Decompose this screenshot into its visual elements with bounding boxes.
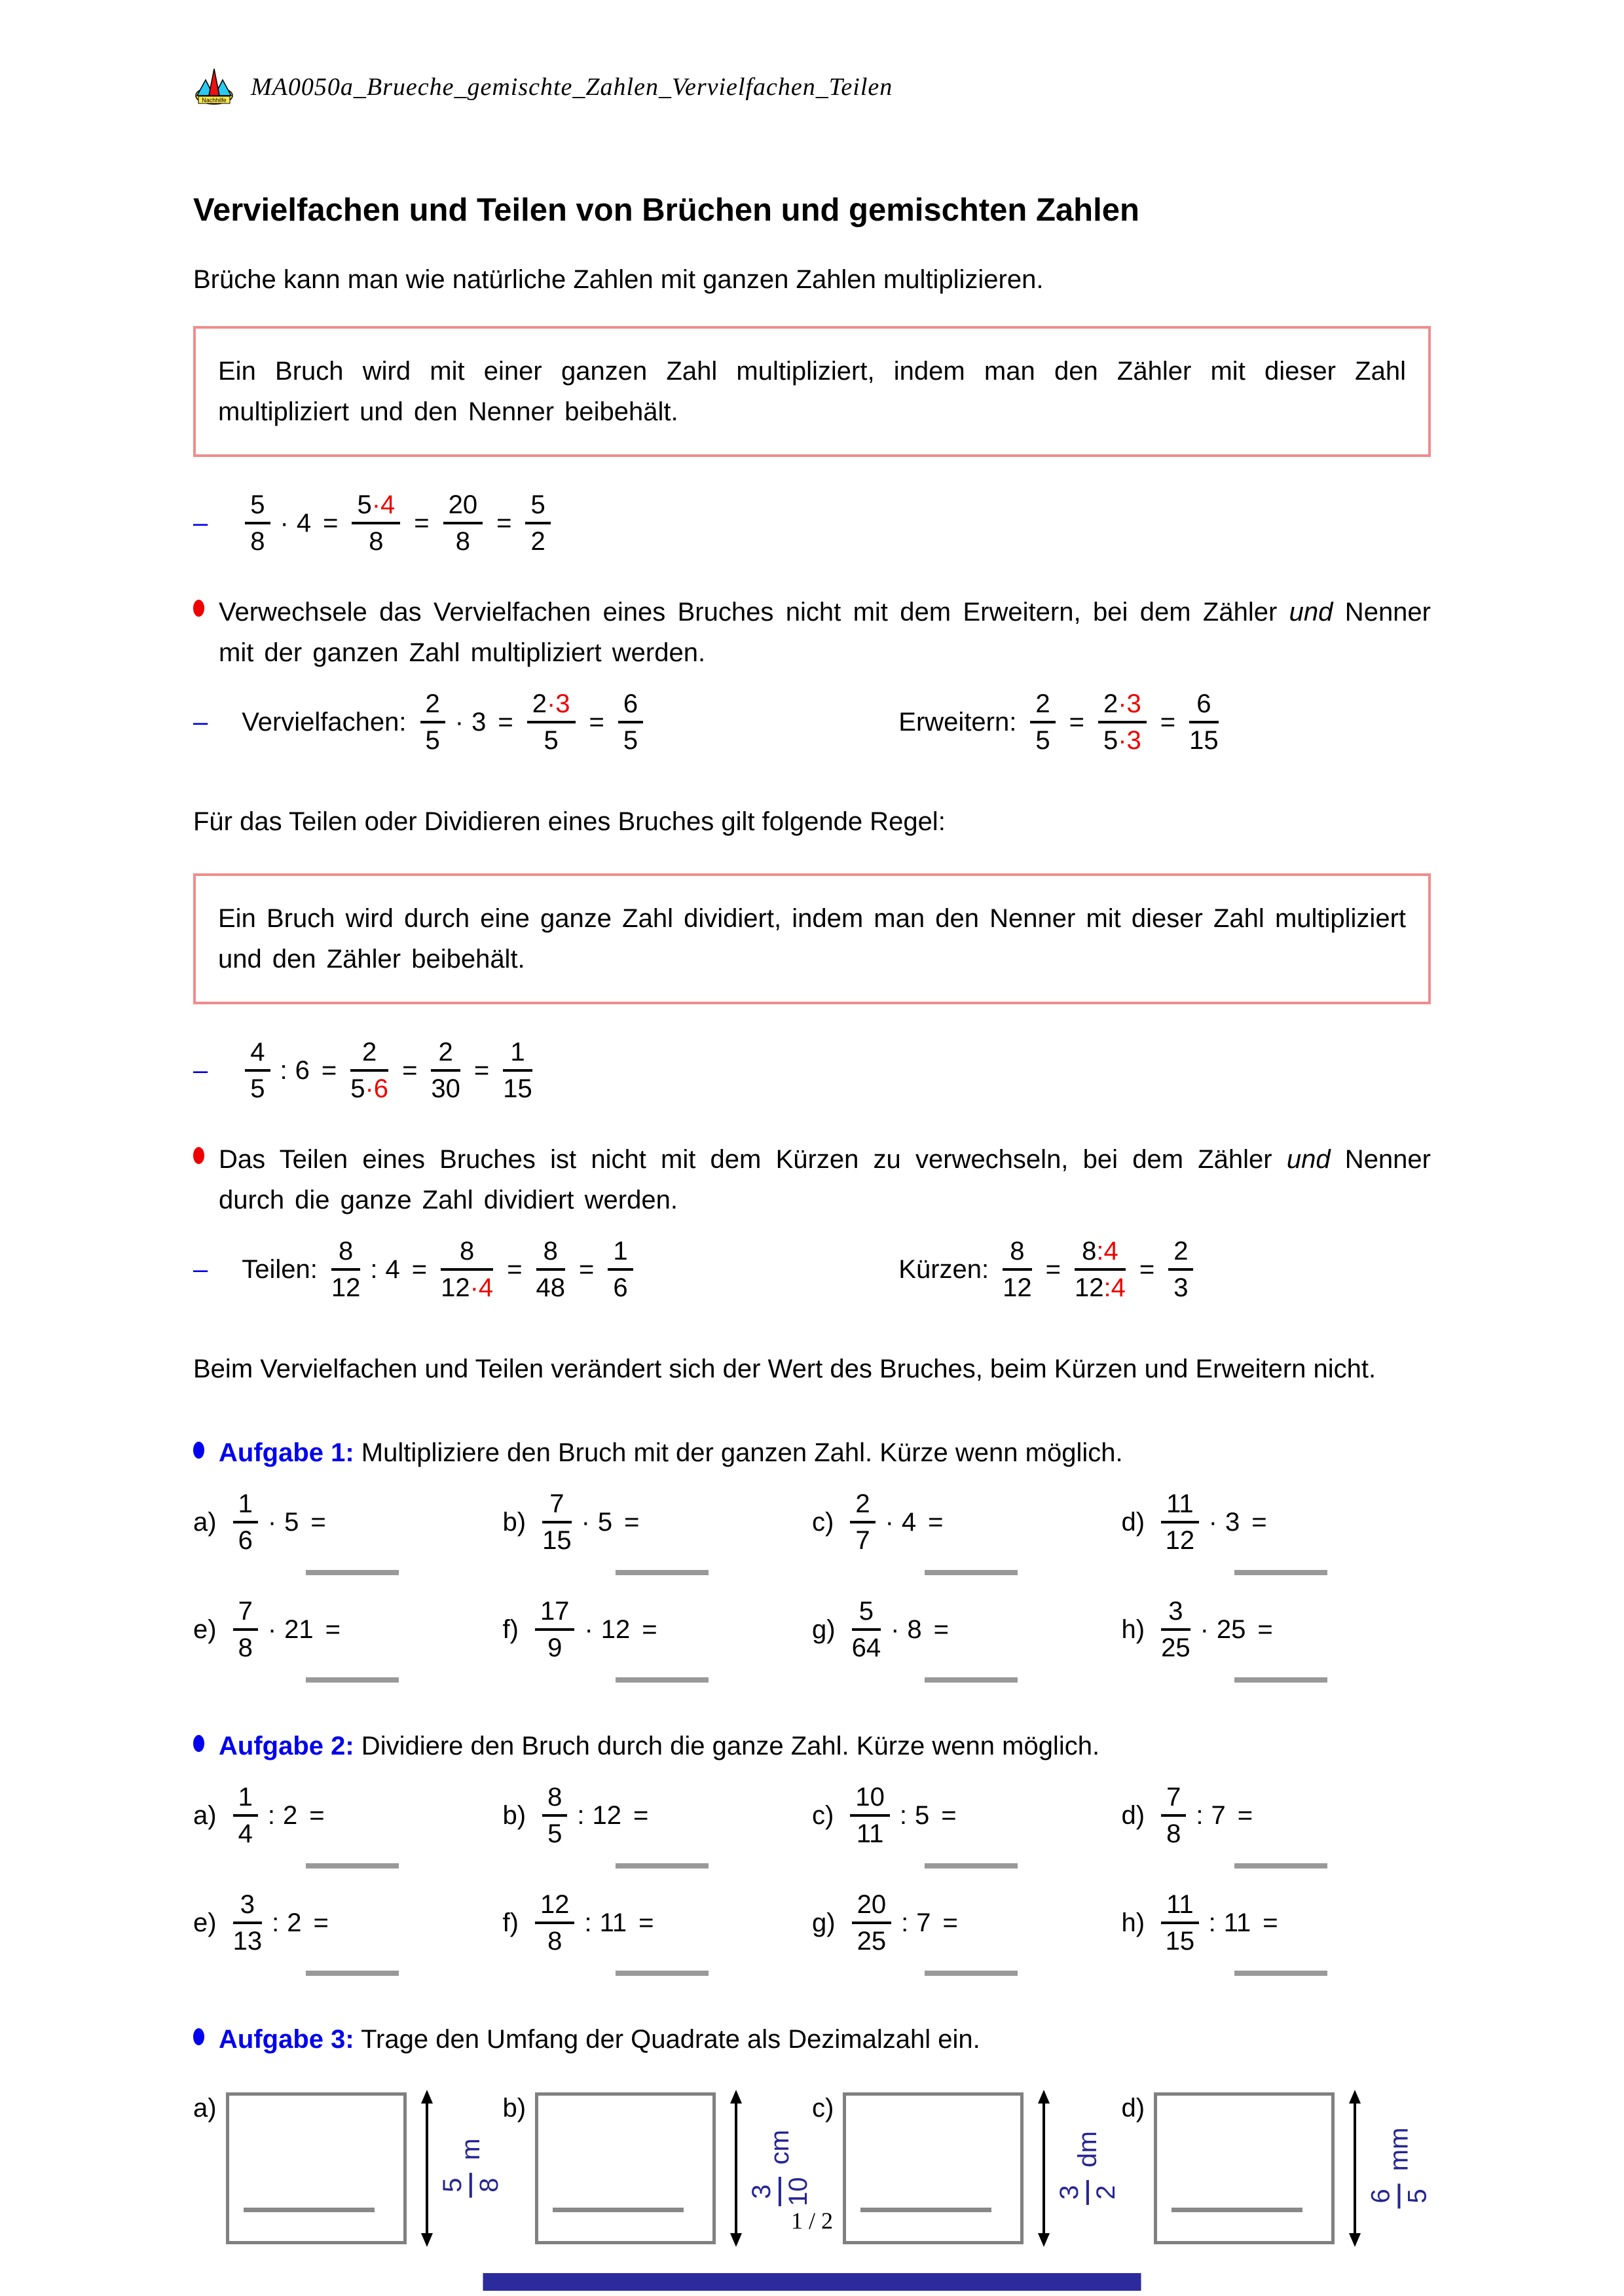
page-title: Vervielfachen und Teilen von Brüchen und gemischten Zahlen <box>193 192 1139 228</box>
fraction: $\frac{6}{5}$ <box>618 690 643 754</box>
task-expression <box>193 1597 503 1662</box>
text-segment: Nenner durch die ganze Zahl dividiert werden. <box>219 1145 1431 1214</box>
fraction: $\frac{7}{8}$ <box>233 1597 258 1662</box>
dimension-unit: mm <box>1384 2127 1413 2172</box>
example-formula-multiply <box>193 491 1431 555</box>
equals-sign: = <box>933 1614 950 1644</box>
note-divide-text <box>219 1139 1431 1220</box>
rule-box-multiply <box>193 326 1431 457</box>
page-header <box>0 0 1624 108</box>
task1-grid <box>193 1490 1431 1683</box>
task-expression <box>503 1783 813 1848</box>
operator: · <box>581 1507 590 1537</box>
task-item-label: f) <box>502 1908 519 1937</box>
answer-line <box>1234 1570 1327 1575</box>
formula-label: Vervielfachen: <box>242 707 407 737</box>
task-expression <box>812 1597 1122 1662</box>
operator: : <box>1208 1908 1216 1937</box>
task-item <box>1122 1597 1431 1683</box>
whole-number: 5 <box>284 1507 299 1537</box>
paragraph-value-note: Beim Vervielfachen und Teilen verändert sich der Wert des Bruches, beim Kürzen und Erweitern nicht. <box>193 1355 1376 1383</box>
fraction: $\frac{7}{15}$ <box>542 1489 572 1555</box>
task-item-label: d) <box>1121 1800 1145 1830</box>
dash-icon: – <box>193 1254 208 1284</box>
fraction: 3 2 <box>1056 2180 1120 2205</box>
fraction: $\frac{2}{5}$ <box>420 690 445 754</box>
task-item <box>1122 1891 1431 1976</box>
note-multiply <box>193 592 1431 673</box>
equals-sign: = <box>411 1254 428 1284</box>
fraction: $\frac{3}{13}$ <box>232 1890 263 1956</box>
equals-sign: = <box>1045 1254 1061 1284</box>
dash-icon: – <box>193 707 208 737</box>
task-item-label: a) <box>193 1800 217 1830</box>
fraction: $\frac{6}{15}$ <box>1189 689 1219 755</box>
whole-number: 12 <box>592 1800 621 1830</box>
fraction: $\frac{2}{7}$ <box>850 1490 875 1554</box>
equals-sign: = <box>589 707 604 737</box>
bullet-icon <box>193 1442 204 1459</box>
task-expression <box>1122 1490 1431 1554</box>
fraction: $\frac{1}{6}$ <box>233 1490 258 1554</box>
square-label: c) <box>812 2094 834 2123</box>
fraction: $\frac{1}{4}$ <box>233 1783 258 1848</box>
nachhilfe-logo-icon <box>193 65 235 108</box>
task-item <box>193 1597 503 1683</box>
formula-label: Kürzen: <box>898 1254 989 1284</box>
answer-line <box>1234 1971 1327 1976</box>
whole-number: 5 <box>914 1800 930 1830</box>
fraction: $\frac{8}{12\cdot 4}$ <box>441 1237 494 1302</box>
equals-sign: = <box>1160 707 1176 737</box>
operator: : <box>272 1908 280 1937</box>
fraction: 6 5 <box>1367 2183 1431 2208</box>
task-item <box>193 1891 503 1976</box>
fraction: $\frac{2}{30}$ <box>431 1038 460 1103</box>
task-expression <box>503 1891 813 1955</box>
formula-label: Erweitern: <box>898 707 1017 737</box>
task1-heading-text <box>219 1434 1123 1472</box>
task-item <box>503 1783 813 1868</box>
operator: : <box>584 1908 592 1937</box>
whole-number: 2 <box>282 1800 298 1830</box>
equals-sign: = <box>309 1800 325 1830</box>
task-item-label: h) <box>1121 1908 1145 1937</box>
document-filename: MA0050a_Brueche_gemischte_Zahlen_Vervielfachen_Teilen <box>251 73 893 101</box>
answer-line <box>1234 1677 1327 1683</box>
task-expression <box>1122 1783 1431 1848</box>
task-item-label: e) <box>193 1908 217 1937</box>
dimension-unit: dm <box>1073 2131 1102 2168</box>
whole-number: 11 <box>1223 1908 1251 1937</box>
fraction: $\frac{8}{12}$ <box>331 1237 361 1302</box>
task-expression <box>1122 1597 1431 1662</box>
task-item-label: g) <box>812 1614 836 1644</box>
equals-sign: = <box>402 1055 418 1085</box>
operator: · <box>1200 1614 1209 1644</box>
intro-text: Brüche kann man wie natürliche Zahlen mit ganzen Zahlen multiplizieren. <box>193 265 1044 294</box>
equals-sign: = <box>323 508 339 538</box>
equals-sign: = <box>624 1507 640 1537</box>
task-expression <box>193 1490 503 1554</box>
equals-sign: = <box>579 1254 595 1284</box>
whole-number: 4 <box>901 1507 917 1537</box>
whole-number: 12 <box>600 1614 631 1644</box>
text-segment: Dividiere den Bruch durch die ganze Zahl. Kürze wenn möglich. <box>354 1732 1100 1760</box>
square-label: b) <box>502 2094 526 2123</box>
task-item-label: b) <box>502 1507 526 1537</box>
whole-number: 2 <box>287 1908 302 1937</box>
task-item <box>812 1490 1122 1575</box>
task2-heading-text <box>219 1727 1099 1765</box>
equals-sign: = <box>1257 1614 1273 1644</box>
fraction: $\frac{17}{9}$ <box>535 1597 575 1662</box>
equals-sign: = <box>1251 1507 1267 1537</box>
formula-kuerzen <box>898 1237 1431 1302</box>
fraction: $\frac{1}{6}$ <box>608 1237 633 1302</box>
equals-sign: = <box>1263 1908 1278 1937</box>
note-divide <box>193 1139 1431 1220</box>
bullet-icon <box>193 600 204 617</box>
operator: : <box>1196 1800 1204 1830</box>
equals-sign: = <box>496 508 512 538</box>
task-expression <box>812 1891 1122 1955</box>
task-item-label: c) <box>812 1507 834 1537</box>
task-item-label: g) <box>812 1908 836 1937</box>
whole-number: 8 <box>907 1614 922 1644</box>
text-segment: Das Teilen eines Bruches ist nicht mit dem Kürzen zu verwechseln, bei dem Zähler <box>219 1145 1287 1174</box>
task-expression <box>193 1783 503 1848</box>
fraction: $\frac{1}{15}$ <box>503 1038 532 1103</box>
fraction: $\frac{8:4}{12:4}$ <box>1075 1237 1126 1302</box>
task-expression <box>193 1891 503 1955</box>
fraction: $\frac{10}{11}$ <box>850 1783 890 1848</box>
fraction: $\frac{2}{3}$ <box>1168 1237 1193 1302</box>
task-item <box>1122 1783 1431 1868</box>
answer-line <box>616 1971 709 1976</box>
task-item <box>812 1783 1122 1868</box>
answer-line <box>925 1570 1018 1575</box>
task-expression <box>503 1597 813 1662</box>
fraction: $\frac{2\cdot 3}{5\cdot 3}$ <box>1098 690 1147 754</box>
page-number: 1 / 2 <box>790 2208 833 2234</box>
operator: · <box>280 508 289 538</box>
operator: : <box>901 1908 909 1937</box>
equals-sign: = <box>310 1507 326 1537</box>
equals-sign: = <box>633 1800 649 1830</box>
fraction: $\frac{7}{8}$ <box>1161 1783 1186 1848</box>
fraction: $\frac{11}{15}$ <box>1161 1891 1199 1955</box>
equals-sign: = <box>942 1908 958 1937</box>
fraction: $\frac{12}{8}$ <box>535 1891 575 1955</box>
answer-line <box>925 1971 1018 1976</box>
fraction: $\frac{5\cdot 4}{8}$ <box>352 491 400 555</box>
equals-sign: = <box>642 1614 657 1644</box>
whole-number: 4 <box>385 1254 400 1284</box>
fraction: $\frac{8}{5}$ <box>542 1783 567 1848</box>
formula-vervielfachen <box>193 690 898 754</box>
formula-row-vervielfachen-erweitern <box>193 690 1431 754</box>
task-item-label: e) <box>193 1614 217 1644</box>
equals-sign: = <box>313 1908 329 1937</box>
text-segment: und <box>1289 598 1333 627</box>
text-segment: Aufgabe 1: <box>219 1438 354 1467</box>
rule-text-multiply: Ein Bruch wird mit einer ganzen Zahl multipliziert, indem man den Zähler mit dieser Zahl multipliziert und den Nenner beibehält. <box>218 357 1406 426</box>
whole-number: 7 <box>916 1908 931 1937</box>
task-item <box>503 1597 813 1683</box>
task-expression <box>503 1490 813 1554</box>
dash-icon: – <box>193 508 208 538</box>
whole-number: 3 <box>471 707 487 737</box>
whole-number: 6 <box>295 1055 310 1085</box>
task-item <box>503 1490 813 1575</box>
operator: · <box>891 1614 900 1644</box>
rule-text-divide: Ein Bruch wird durch eine ganze Zahl dividiert, indem man den Nenner mit dieser Zahl multipliziert und den Zähler beibehält. <box>218 904 1406 974</box>
operator: : <box>577 1800 585 1830</box>
answer-line <box>616 1863 709 1868</box>
answer-line <box>616 1677 709 1683</box>
task-item <box>812 1597 1122 1683</box>
operator: · <box>584 1614 593 1644</box>
equals-sign: = <box>507 1254 523 1284</box>
formula-erweitern <box>898 690 1431 754</box>
fraction: $\frac{5}{8}$ <box>245 491 270 555</box>
task3-heading <box>193 2020 1431 2058</box>
fraction: 5 8 <box>439 2173 503 2198</box>
dimension-unit: cm <box>765 2130 794 2165</box>
task1-heading <box>193 1434 1431 1472</box>
dimension-label <box>748 2130 812 2210</box>
task-item-label: h) <box>1121 1614 1145 1644</box>
paragraph-divide-rule: Für das Teilen oder Dividieren eines Bruches gilt folgende Regel: <box>193 807 946 836</box>
equals-sign: = <box>1237 1800 1253 1830</box>
svg-text:Nachhilfe: Nachhilfe <box>202 97 227 103</box>
equals-sign: = <box>325 1614 341 1644</box>
task-item <box>1122 1490 1431 1575</box>
text-segment: und <box>1286 1145 1331 1174</box>
whole-number: 25 <box>1216 1614 1246 1644</box>
whole-number: 7 <box>1211 1800 1226 1830</box>
answer-line <box>1234 1863 1327 1868</box>
whole-number: 11 <box>599 1908 627 1937</box>
square-label: a) <box>193 2094 217 2123</box>
equals-sign: = <box>1069 707 1084 737</box>
text-segment: Aufgabe 3: <box>219 2025 354 2054</box>
task-item-label: c) <box>812 1800 834 1830</box>
text-segment: Nenner mit der ganzen Zahl multipliziert werden. <box>219 598 1431 667</box>
whole-number: 21 <box>284 1614 314 1644</box>
fraction: $\frac{3}{25}$ <box>1161 1597 1190 1662</box>
equals-sign: = <box>498 707 513 737</box>
task-item <box>193 1783 503 1868</box>
fraction: $\frac{2\cdot 3}{5}$ <box>527 690 576 754</box>
fraction: $\frac{5}{2}$ <box>525 491 550 555</box>
fraction: $\frac{2}{5}$ <box>1030 690 1055 754</box>
fraction: $\frac{11}{12}$ <box>1161 1490 1199 1554</box>
dimension-label <box>1056 2131 1120 2208</box>
task-item-label: a) <box>193 1507 217 1537</box>
fraction: $\frac{2}{5\cdot 6}$ <box>350 1038 389 1103</box>
formula-label: Teilen: <box>242 1254 318 1284</box>
equals-sign: = <box>321 1055 337 1085</box>
operator: : <box>899 1800 907 1830</box>
fraction: 3 10 <box>747 2177 813 2206</box>
answer-line <box>925 1863 1018 1868</box>
answer-line <box>306 1863 399 1868</box>
task2-grid <box>193 1783 1431 1976</box>
fraction: $\frac{5}{64}$ <box>851 1597 881 1662</box>
whole-number: 4 <box>296 508 312 538</box>
task-expression <box>1122 1891 1431 1955</box>
fraction: $\frac{8}{48}$ <box>536 1237 566 1302</box>
dimension-label <box>439 2138 503 2201</box>
text-segment: Verwechsele das Vervielfachen eines Bruches nicht mit dem Erweitern, bei dem Zähler <box>219 598 1289 627</box>
operator: · <box>267 1614 277 1644</box>
operator: : <box>267 1800 275 1830</box>
task-item <box>812 1891 1122 1976</box>
operator: : <box>280 1055 287 1085</box>
formula-row-teilen-kuerzen <box>193 1237 1431 1302</box>
answer-line <box>925 1677 1018 1683</box>
fraction: $\frac{8}{12}$ <box>1003 1237 1032 1302</box>
equals-sign: = <box>638 1908 654 1937</box>
operator: · <box>1208 1507 1217 1537</box>
operator: · <box>454 707 464 737</box>
whole-number: 5 <box>597 1507 613 1537</box>
bullet-icon <box>193 1735 204 1752</box>
task3-heading-text <box>219 2020 980 2058</box>
task-expression <box>812 1490 1122 1554</box>
equals-sign: = <box>473 1055 490 1085</box>
text-segment: Aufgabe 2: <box>219 1732 354 1760</box>
operator: · <box>885 1507 894 1537</box>
equals-sign: = <box>1139 1254 1155 1284</box>
dash-icon: – <box>193 1055 208 1085</box>
text-segment: Multipliziere den Bruch mit der ganzen Zahl. Kürze wenn möglich. <box>354 1438 1123 1467</box>
fraction: $\frac{20}{25}$ <box>852 1891 892 1955</box>
fraction: $\frac{4}{5}$ <box>245 1038 270 1102</box>
answer-line <box>616 1570 709 1575</box>
text-segment: Trage den Umfang der Quadrate als Dezimalzahl ein. <box>354 2025 980 2054</box>
equals-sign: = <box>928 1507 944 1537</box>
equals-sign: = <box>941 1800 957 1830</box>
rule-box-divide <box>193 873 1431 1004</box>
task-item-label: d) <box>1121 1507 1145 1537</box>
fraction: $\frac{20}{8}$ <box>443 491 483 555</box>
footer-bar <box>483 2273 1141 2291</box>
dimension-unit: m <box>456 2138 485 2160</box>
task-item-label: b) <box>502 1800 526 1830</box>
answer-line <box>306 1677 399 1683</box>
example-formula-divide <box>193 1038 1431 1102</box>
task-item-label: f) <box>502 1614 519 1644</box>
square-label: d) <box>1121 2094 1145 2123</box>
task2-heading <box>193 1727 1431 1765</box>
formula-teilen <box>193 1237 898 1302</box>
bullet-icon <box>193 2028 204 2045</box>
operator: : <box>370 1254 378 1284</box>
whole-number: 3 <box>1225 1507 1240 1537</box>
answer-line <box>306 1971 399 1976</box>
task-item <box>503 1891 813 1976</box>
bullet-icon <box>193 1147 204 1164</box>
task-item <box>193 1490 503 1575</box>
note-multiply-text <box>219 592 1431 673</box>
equals-sign: = <box>414 508 430 538</box>
operator: · <box>267 1507 277 1537</box>
dimension-label <box>1367 2128 1431 2212</box>
answer-line <box>306 1570 399 1575</box>
task-expression <box>812 1783 1122 1848</box>
